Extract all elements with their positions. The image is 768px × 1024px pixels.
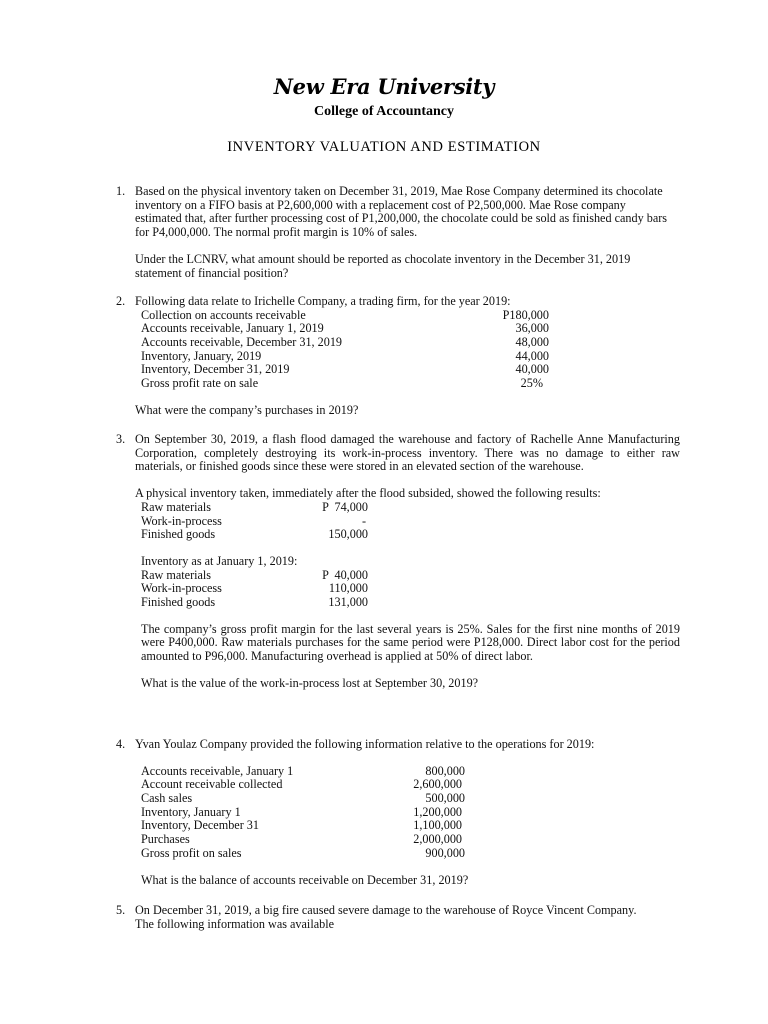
row-value: 150,000 [328,527,368,542]
table-row [135,336,680,350]
table-row [135,515,680,529]
row-label: Inventory, January, 2019 [141,348,262,363]
row-label: Gross profit on sales [141,845,242,860]
row-value: P 40,000 [322,567,368,582]
row-value: 36,000 [515,321,549,336]
row-label: Work-in-process [141,513,222,528]
question-1-text: Based on the physical inventory taken on December 31, 2019, Mae Rose Company determined its chocolate inventory on a FIFO basis at P2,600,000 with a replacement cost of P2,500,000. Mae Rose company estimated that, after further processing cost of P1,200,000, the chocolate could be sold as finished candy bars for P4,000,000. The normal profit margin is 10% of sales. [135,184,668,240]
question-2-text: Following data relate to Irichelle Company, a trading firm, for the year 2019: [135,294,511,308]
question-1-question: Under the LCNRV, what amount should be reported as chocolate inventory in the December 31, 2019 statement of financial position? [135,251,631,280]
question-2-question: What were the company’s purchases in 2019? [135,402,359,417]
question-5-body [135,904,655,931]
row-label: Finished goods [141,594,216,609]
question-3-number: 3. [116,432,126,446]
row-label: Raw materials [141,499,212,514]
row-value: 900,000 [425,845,465,860]
question-5-number: 5. [116,903,126,917]
question-3-text: On September 30, 2019, a flash flood damaged the warehouse and factory of Rachelle Anne Manufacturing Corporation, completely destroying its work-in-process inventory. There was no damage to either raw materials, or finished goods since these were stored in an elevated section of the warehouse. [135,432,680,474]
question-1-body [135,185,675,280]
row-label: Cash sales [141,791,193,806]
question-3-body [135,433,680,690]
question-2-number: 2. [116,294,126,308]
question-3-subhead: Inventory as at January 1, 2019: [141,553,298,568]
table-row [135,528,680,542]
table-row [135,377,680,391]
question-2-table [135,309,680,391]
row-label: Collection on accounts receivable [141,307,306,322]
table-row [135,350,680,364]
question-5-text: On December 31, 2019, a big fire caused severe damage to the warehouse of Royce Vincent Company. The following information was available [135,903,637,931]
row-value: 48,000 [515,335,549,350]
row-label: Inventory, December 31 [141,818,259,833]
question-3-question: What is the value of the work-in-process lost at September 30, 2019? [141,675,479,690]
table-row [135,501,680,515]
row-value: - [361,513,366,528]
row-label: Inventory, December 31, 2019 [141,362,290,377]
row-label: Inventory, January 1 [141,804,241,819]
row-value: 2,600,000 [413,777,462,792]
row-value: 44,000 [515,348,549,363]
question-4-text: Yvan Youlaz Company provided the following information relative to the operations for 2019: [135,737,595,751]
question-4-question: What is the balance of accounts receivable on December 31, 2019? [141,872,469,887]
row-value: 500,000 [425,791,465,806]
page-title: INVENTORY VALUATION AND ESTIMATION [227,139,541,155]
row-value: P180,000 [502,307,549,322]
row-value: 110,000 [328,581,368,596]
table-row [135,792,680,806]
row-label: Finished goods [141,527,216,542]
table-row [135,806,680,820]
question-4-body [135,738,680,887]
row-value: 1,200,000 [413,804,462,819]
table-row [135,569,680,583]
row-label: Raw materials [141,567,212,582]
row-label: Account receivable collected [141,777,283,792]
row-label: Work-in-process [141,581,222,596]
row-value: 2,000,000 [413,832,462,847]
university-name: New Era University [273,74,495,99]
row-value: 800,000 [425,763,465,778]
table-row [135,847,680,861]
table-row [135,582,680,596]
question-4-number: 4. [116,737,126,751]
question-1-number: 1. [116,184,126,198]
row-value: 131,000 [328,594,368,609]
row-value: P 74,000 [322,499,368,514]
table-row [135,819,680,833]
question-2-body [135,295,680,418]
row-label: Accounts receivable, December 31, 2019 [141,335,343,350]
question-4-table [135,765,680,861]
table-row [135,363,680,377]
table-row [135,778,680,792]
row-value: 25% [520,376,543,391]
table-row [135,322,680,336]
row-label: Gross profit rate on sale [141,376,259,391]
question-3-text3: The company’s gross profit margin for the last several years is 25%. Sales for the first nine months of 2019 were P400,000. Raw materials purchases for the same period were P128,000. Direct labor cost for the period amounted to P96,000. Manufacturing overhead is applied at 50% of direct labor. [141,621,680,664]
question-3-table-january [135,569,680,610]
question-3-table-current [135,501,680,542]
row-value: 1,100,000 [413,818,462,833]
table-row [135,833,680,847]
question-3-text2: A physical inventory taken, immediately after the flood subsided, showed the following results: [135,486,601,501]
table-row [135,309,680,323]
row-value: 40,000 [515,362,549,377]
table-row [135,596,680,610]
row-label: Accounts receivable, January 1 [141,763,294,778]
table-row [135,765,680,779]
row-label: Accounts receivable, January 1, 2019 [141,321,324,336]
row-label: Purchases [141,832,190,847]
college-name: College of Accountancy [314,104,454,119]
